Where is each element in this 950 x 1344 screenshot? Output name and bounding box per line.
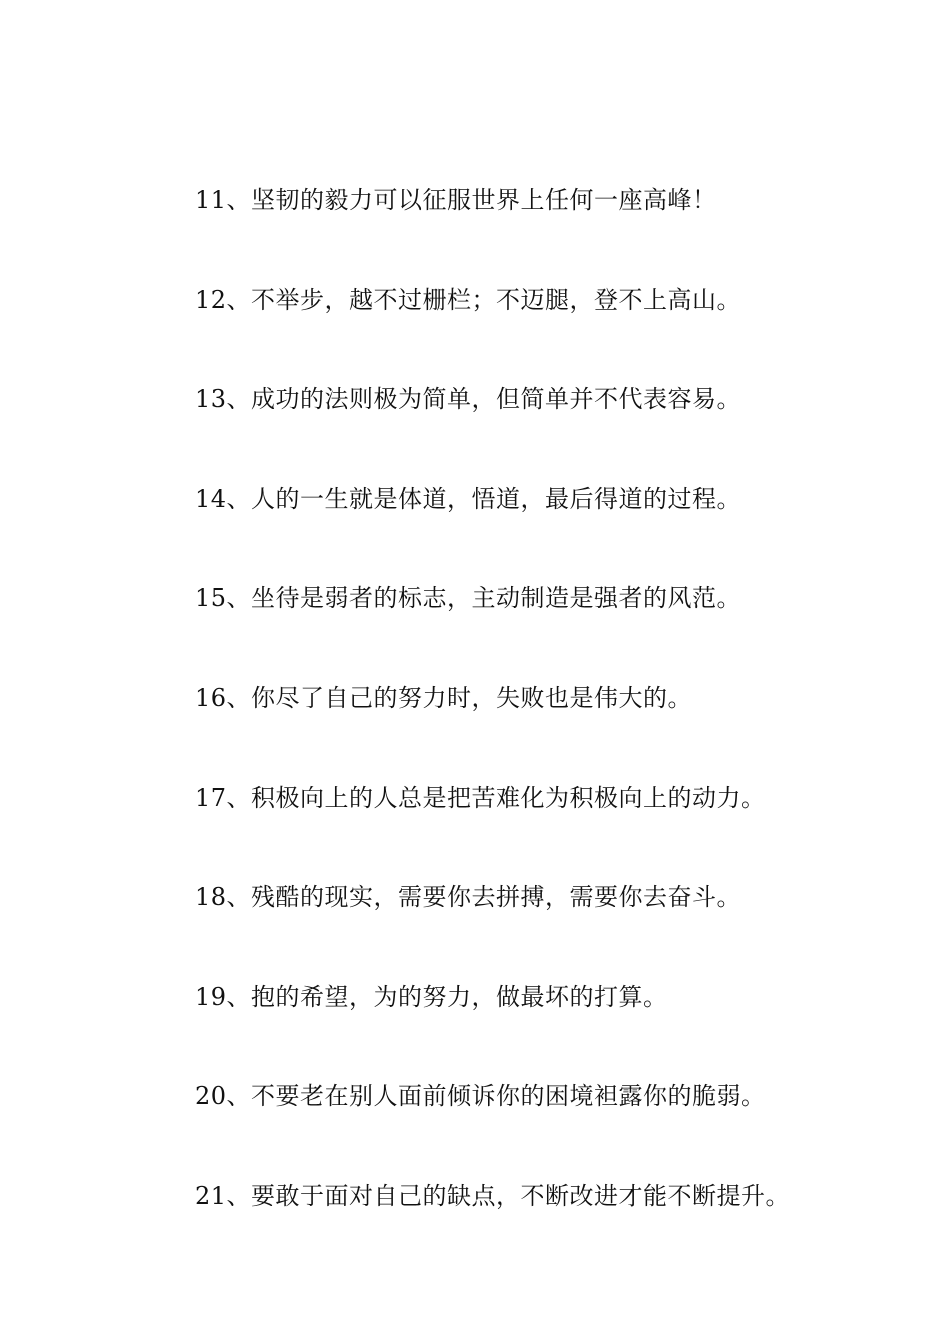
list-item	[195, 676, 895, 776]
item-number: 11	[195, 186, 227, 214]
item-text: 不要老在别人面前倾诉你的困境袒露你的脆弱。	[251, 1082, 766, 1111]
item-text: 抱的希望，为的努力，做最坏的打算。	[251, 982, 668, 1011]
item-number: 17	[195, 783, 227, 812]
item-separator: 、	[226, 186, 252, 214]
item-number: 19	[195, 982, 227, 1011]
item-separator: 、	[226, 484, 252, 513]
item-text: 坐待是弱者的标志，主动制造是强者的风范。	[251, 584, 742, 613]
item-text: 人的一生就是体道，悟道，最后得道的过程。	[251, 484, 742, 513]
item-number: 16	[195, 683, 227, 712]
item-number: 13	[195, 385, 227, 414]
item-separator: 、	[226, 883, 252, 912]
list-item	[195, 377, 895, 477]
item-text: 坚韧的毅力可以征服世界上任何一座高峰！	[251, 186, 717, 214]
list-item	[195, 975, 895, 1075]
list-item	[195, 477, 895, 577]
item-text: 积极向上的人总是把苦难化为积极向上的动力。	[251, 783, 766, 812]
list-item	[195, 1174, 895, 1274]
item-text: 成功的法则极为简单，但简单并不代表容易。	[251, 385, 742, 414]
item-number: 15	[195, 584, 227, 613]
item-text: 不举步，越不过栅栏；不迈腿，登不上高山。	[251, 285, 742, 314]
quote-list	[195, 178, 895, 1274]
list-item	[195, 1074, 895, 1174]
item-text: 残酷的现实，需要你去拼搏，需要你去奋斗。	[251, 883, 742, 912]
item-text: 你尽了自己的努力时，失败也是伟大的。	[251, 683, 693, 712]
list-item	[195, 776, 895, 876]
item-separator: 、	[226, 1181, 252, 1210]
item-separator: 、	[226, 285, 252, 314]
list-item	[195, 178, 895, 278]
item-number: 12	[195, 285, 227, 314]
item-number: 20	[195, 1082, 227, 1111]
item-separator: 、	[226, 683, 252, 712]
item-text: 要敢于面对自己的缺点，不断改进才能不断提升。	[251, 1181, 791, 1210]
item-number: 14	[195, 484, 227, 513]
item-separator: 、	[226, 982, 252, 1011]
item-separator: 、	[226, 584, 252, 613]
item-number: 18	[195, 883, 227, 912]
item-separator: 、	[226, 385, 252, 414]
list-item	[195, 278, 895, 378]
item-number: 21	[195, 1181, 227, 1210]
list-item	[195, 875, 895, 975]
item-separator: 、	[226, 783, 252, 812]
item-separator: 、	[226, 1082, 252, 1111]
list-item	[195, 576, 895, 676]
